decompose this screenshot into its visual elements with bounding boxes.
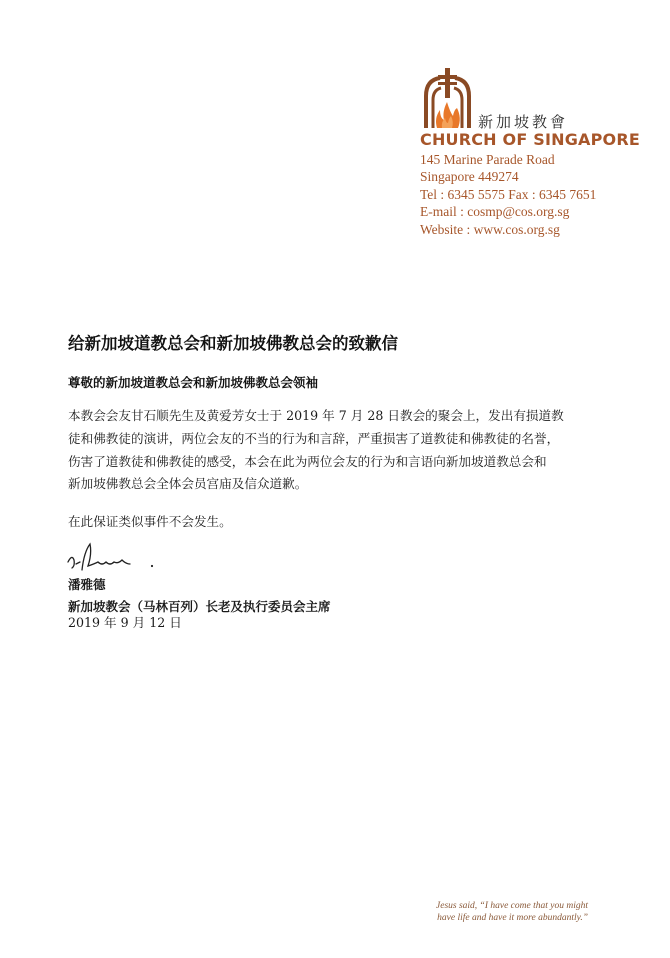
letter-date: 2019 年 9 月 12 日 bbox=[68, 615, 182, 630]
body-line: 徒和佛教徒的演讲，两位会友的不当的行为和言辞，严重损害了道教徒和佛教徒的名誉， bbox=[68, 430, 560, 446]
verse-line-2: have life and have it more abundantly.” bbox=[437, 913, 588, 923]
body-paragraph bbox=[68, 405, 588, 496]
handwritten-signature-icon bbox=[64, 540, 164, 574]
footer-verse bbox=[436, 900, 588, 924]
church-logo-icon bbox=[420, 66, 476, 132]
verse-line-1: Jesus said, “I have come that you might bbox=[436, 901, 588, 911]
website-line: Website : www.cos.org.sg bbox=[420, 221, 560, 237]
email-line: E-mail : cosmp@cos.org.sg bbox=[420, 204, 570, 220]
contact-block bbox=[420, 151, 596, 238]
church-name-english: CHURCH OF SINGAPORE bbox=[420, 130, 641, 149]
church-name-chinese: 新加坡教會 bbox=[478, 113, 569, 131]
body-line: 新加坡佛教总会全体会员宫庙及信众道歉。 bbox=[68, 476, 308, 492]
tel-fax: Tel : 6345 5575 Fax : 6345 7651 bbox=[420, 186, 597, 202]
closing-line: 在此保证类似事件不会发生。 bbox=[68, 514, 232, 529]
signer-title: 新加坡教会（马林百列）长老及执行委员会主席 bbox=[68, 599, 331, 614]
salutation: 尊敬的新加坡道教总会和新加坡佛教总会领袖 bbox=[68, 375, 319, 390]
body-line: 本教会会友甘石顺先生及黄爱芳女士于 2019 年 7 月 28 日教会的聚会上，发出有损道教 bbox=[68, 408, 564, 423]
address-line-2: Singapore 449274 bbox=[420, 169, 519, 185]
body-line: 伤害了道教徒和佛教徒的感受，本会在此为两位会友的行为和言语向新加坡道教总会和 bbox=[68, 453, 547, 469]
signer-name: 潘雅德 bbox=[68, 577, 106, 592]
address-line-1: 145 Marine Parade Road bbox=[420, 152, 555, 167]
letter-title: 给新加坡道教总会和新加坡佛教总会的致歉信 bbox=[68, 334, 398, 353]
